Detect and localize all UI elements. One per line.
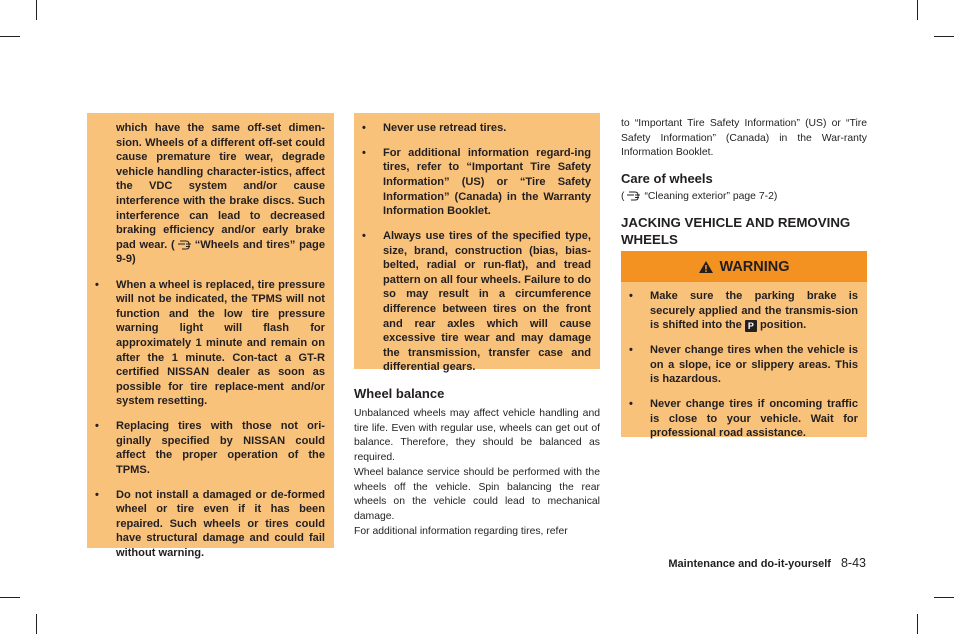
crop-mark [934,597,954,598]
caution-box-left [87,113,334,559]
ref-paren: ( [621,191,625,203]
bullet-text: Replacing tires with those not ori-ginally specified by NISSAN could affect the proper operation of the TPMS. [116,420,325,476]
bullet-text: position. [760,319,807,332]
warning-label: WARNING [719,258,790,275]
page-footer [668,556,866,570]
bullet: • [629,290,633,302]
bullet: • [362,122,366,134]
reference-line [621,190,867,205]
bullet-text: Always use tires of the specified type, size, brand, construction (bias, bias-belted, radial or run-flat), and tread pattern on all four wheels. Failure to do so may result in a circumference difference between tires on the front and rear axles which will cause excessive tire wear and may damage the transmission, transfer case and differential gears. [383,229,591,374]
caution-continuation [116,121,325,267]
list-item [629,343,858,387]
crop-mark [917,614,918,634]
continuation-ref: “Wheels and tires” page 9-9) [116,238,326,266]
park-position-icon: P [745,320,757,332]
page-number: 8-43 [840,556,866,570]
crop-mark [0,36,20,37]
paragraph: Unbalanced wheels may affect vehicle handling and tire life. Even with regular use, wheels can get out of balance. Therefore, they should be balanced as required. [354,408,600,464]
bullet: • [95,278,99,291]
section-heading: JACKING VEHICLE AND REMOVING WHEELS [621,214,851,247]
bullet-text: Never change tires when the vehicle is on a slope, ice or slippery areas. This is hazardous. [650,343,858,386]
bullet: • [95,488,99,501]
bullet: • [629,343,633,356]
bullet-text: Never use retread tires. [383,122,507,134]
warning-header [621,251,867,282]
crop-mark [917,0,918,20]
list-item [362,229,591,375]
list-item [95,278,325,409]
crop-mark [0,597,20,598]
list-item [629,397,858,441]
reference-hand-icon [177,239,193,250]
footer-section: Maintenance and do-it-yourself [668,558,831,570]
bullet: • [362,146,366,159]
bullet-text: Never change tires if oncoming traffic is close to your vehicle. Wait for professional road assistance. [650,397,858,440]
ref-text: “Cleaning exterior” page 7-2) [644,191,778,203]
warning-list [621,282,867,441]
paragraph: to “Important Tire Safety Information” (US) or “Tire Safety Information” (Canada) in the War-ranty Information Booklet. [621,118,867,159]
bullet: • [629,397,633,410]
crop-mark [36,614,37,634]
warning-box [621,251,867,440]
caution-box-middle [354,113,600,374]
bullet: • [95,420,99,433]
warning-triangle-icon [698,260,714,274]
list-item [95,488,325,561]
bullet-text: Make sure the parking brake is securely applied and the transmis-sion is shifted into the [650,290,858,332]
continuation-text: which have the same off-set dimen-sion. Wheels of a different off-set could cause premature tire wear, degrade vehicle handling character-istics, affect the VDC system and/or cause interference with the brake discs. Such interference can lead to decreased braking efficiency and/or early brake pad wear. ( [116,122,325,251]
reference-hand-icon [626,190,642,201]
section-title: Care of wheels [621,171,713,187]
section-title: Wheel balance [354,386,445,401]
paragraph: For additional information regarding tires, refer [354,525,568,537]
bullet-text: When a wheel is replaced, tire pressure will not be indicated, the TPMS will not function and the low tire pressure warning light will flash for approximately 1 minute and remain on after the 1 minute. Con-tact a GT-R certified NISSAN dealer as soon as possible for tire replace-ment and/or system resetting. [116,278,325,408]
crop-mark [36,0,37,20]
list-item [95,419,325,477]
wheel-balance-section [354,386,600,539]
paragraph: Wheel balance service should be performed with the wheels off the vehicle. Spin balancing the rear wheels on the vehicle could lead to mechanical damage. [354,466,600,522]
list-item [362,146,591,219]
list-item [362,121,591,136]
bullet: • [362,229,366,242]
list-item [629,289,858,333]
bullet-text: Do not install a damaged or de-formed wheel or tire even if it has been repaired. Such wheels or tires could have structural damage and could fail without warning. [116,488,325,559]
crop-mark [934,36,954,37]
right-column [621,117,867,248]
bullet-text: For additional information regard-ing tires, refer to “Important Tire Safety Information” (US) or “Tire Safety Information” (Canada) in the Warranty Information Booklet. [383,146,591,218]
